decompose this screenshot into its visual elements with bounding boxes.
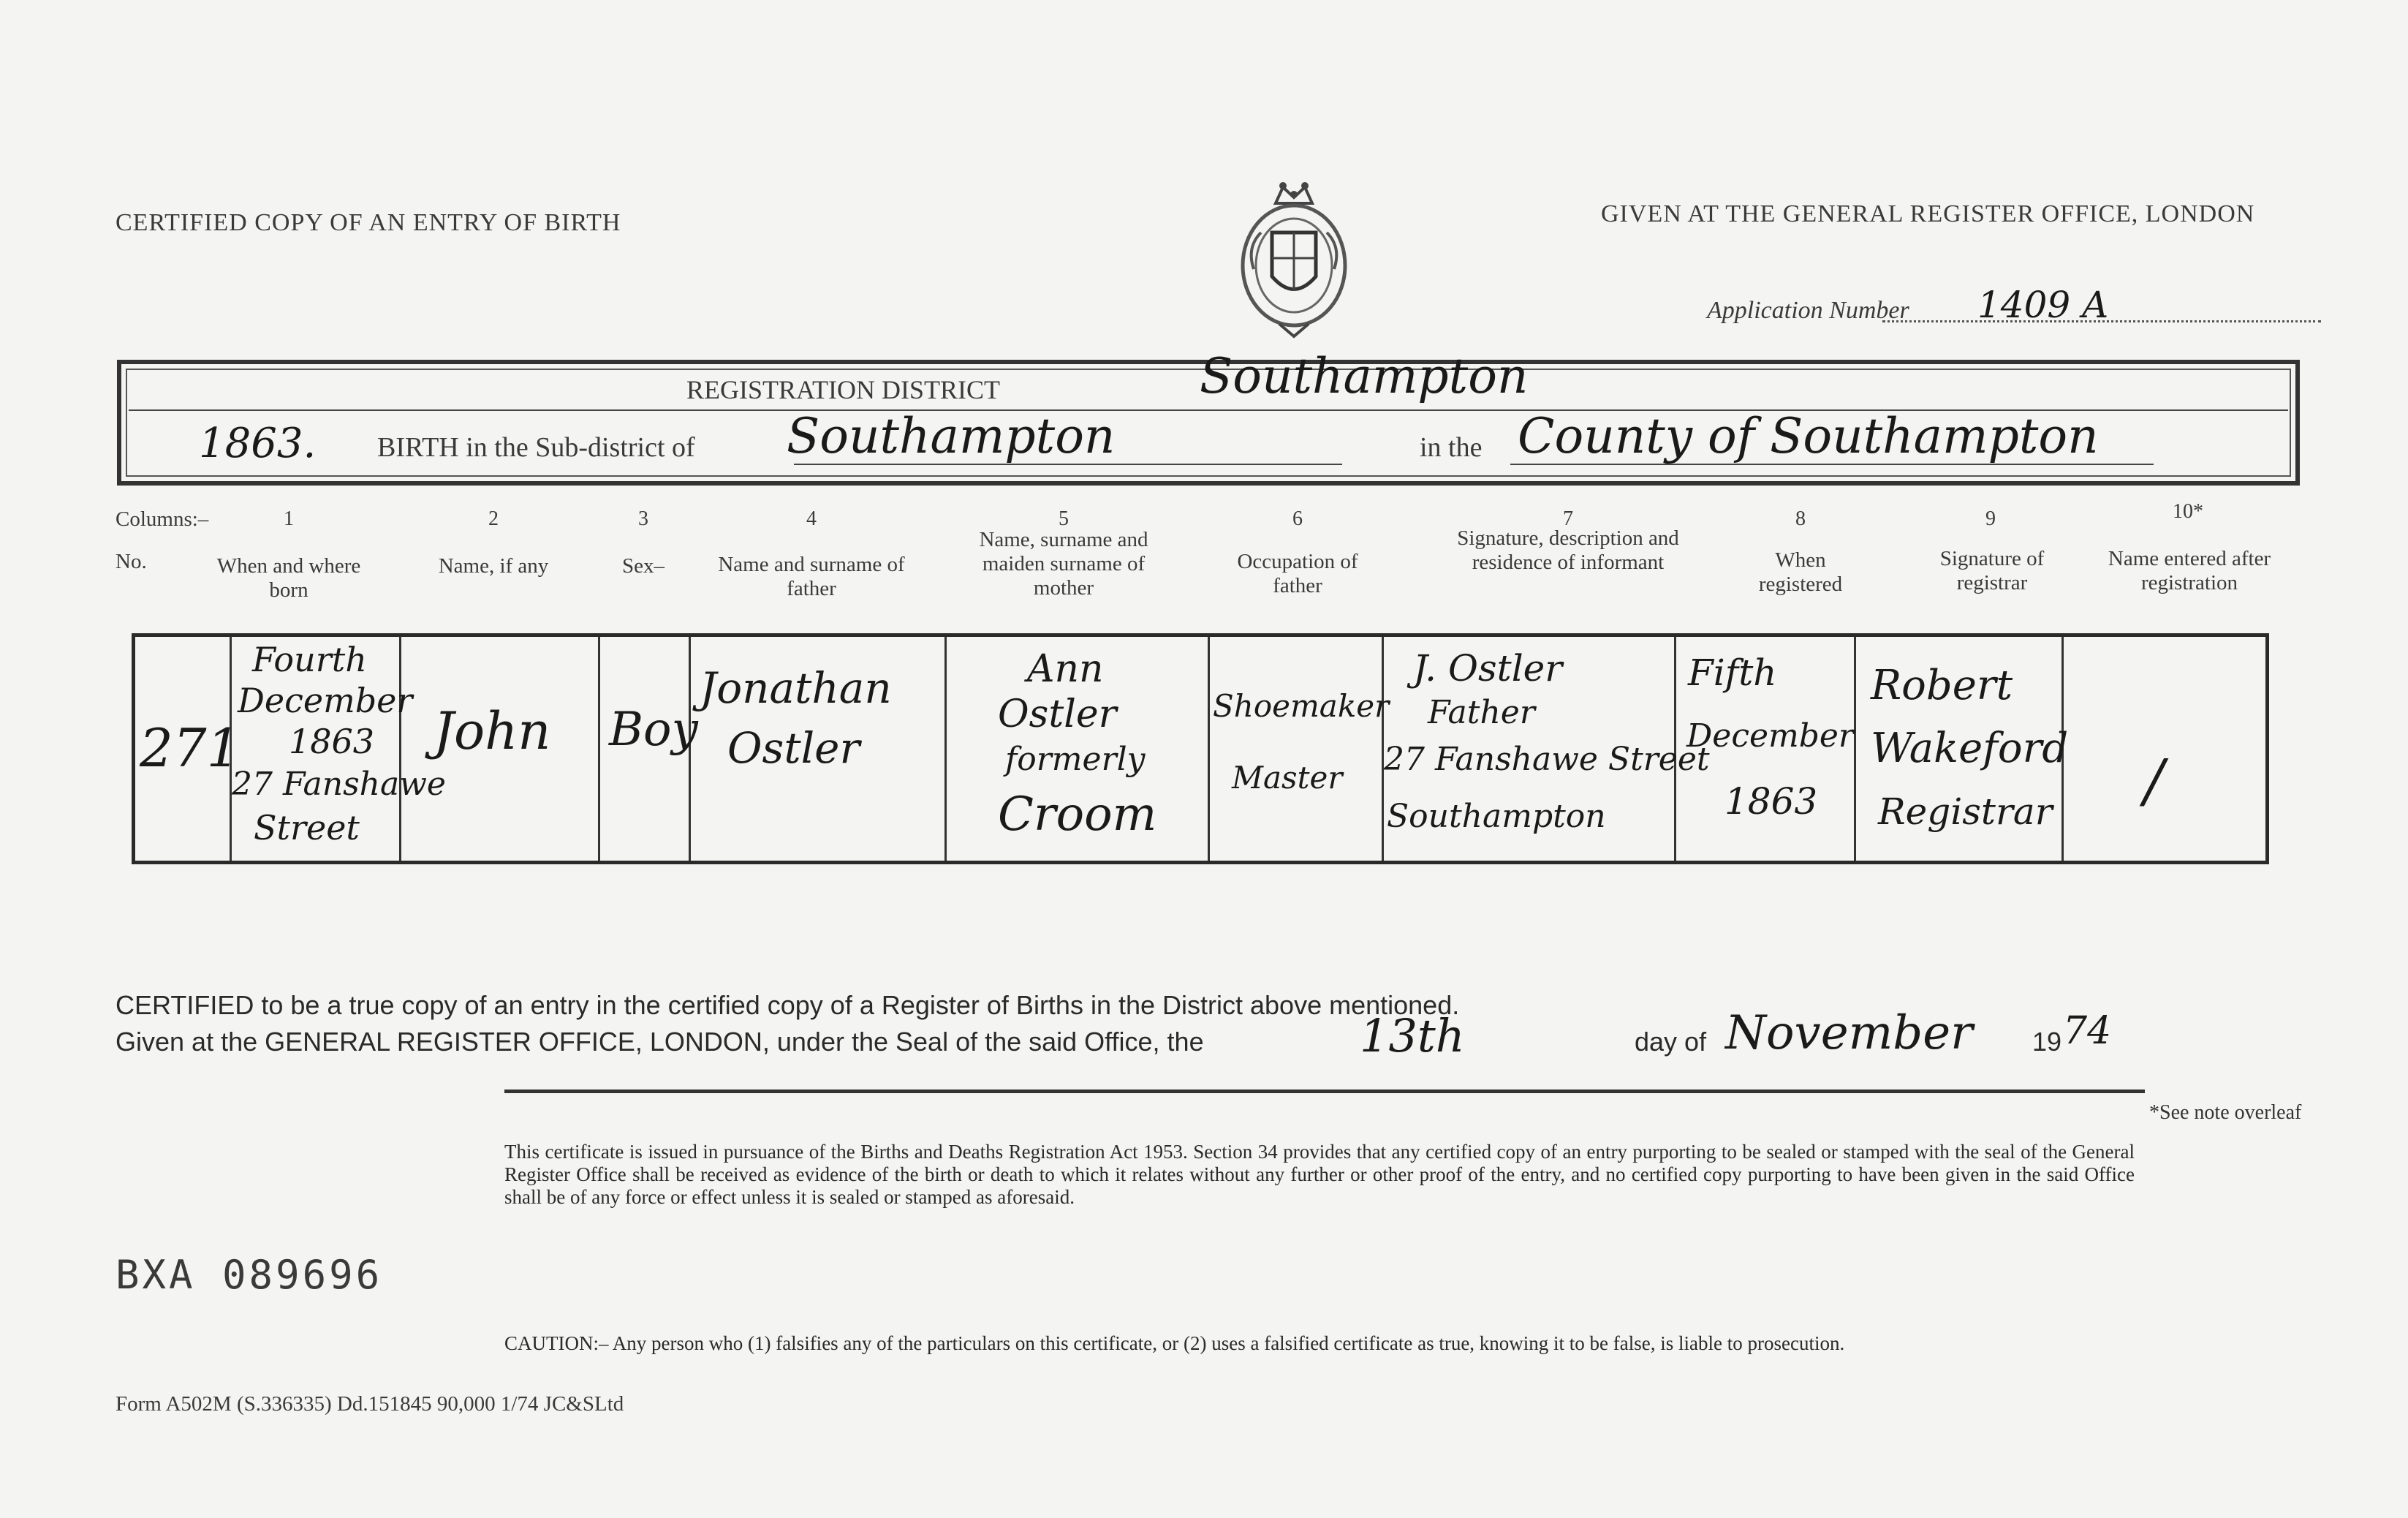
column-number-3: 3 [638,507,648,530]
column-heading-informant: Signature, description and residence of informant [1457,526,1679,574]
column-heading-name-after-registration: Name entered after registration [2108,547,2271,594]
column-heading-signature-registrar: Signature of registrar [1939,547,2045,594]
certificate-title: CERTIFIED COPY OF AN ENTRY OF BIRTH [116,209,621,236]
father-cell [691,637,947,861]
registered-year: 1863 [1724,780,1818,823]
occupation-trade: Shoemaker [1213,688,1390,724]
certification-year-suffix: 74 [2063,1009,2112,1053]
in-the-label: in the [1420,432,1483,463]
column-number-6: 6 [1292,507,1303,530]
name-after-registration-mark: / [2144,747,2164,815]
birth-day: Fourth [252,640,367,679]
birth-subdistrict-label: BIRTH in the Sub-district of [377,432,695,463]
mother-cell [947,637,1210,861]
registration-district-value: Southampton [1200,348,1529,404]
day-of-label: day of [1635,1027,1707,1057]
birth-entry-row [132,633,2269,864]
legal-statement: This certificate is issued in pursuance of the Births and Deaths Registration Act 1953. Section 34 provides that any certified copy of an entry purporting to be sealed or stamped with the seal of the General Register Office shall be received as evidence of the birth or death to which it relates without any further or other proof of the entry, and no certified copy purporting to have been given in the said Office shall be of any force or effect unless it is sealed or stamped as aforesaid. [504,1141,2135,1208]
certification-month: November [1725,1006,1973,1060]
birth-year: 1863. [199,420,317,467]
no-label: No. [116,550,147,573]
father-first-name: Jonathan [700,663,892,713]
birth-address: 27 Fanshawe [232,766,446,803]
registration-district-box [117,348,2300,486]
child-name: John [433,701,551,761]
column-number-5: 5 [1059,507,1069,530]
county-value: County of Southampton [1518,408,2099,464]
certification-line-2: Given at the GENERAL REGISTER OFFICE, LONDON, under the Seal of the said Office, the [116,1027,1204,1057]
registrar-surname: Wakeford [1871,725,2069,772]
mother-surname: Ostler [998,692,1117,736]
registrar-first-name: Robert [1871,662,2013,709]
when-registered-cell [1676,637,1856,861]
father-surname: Ostler [727,723,860,773]
occupation-cell [1210,637,1390,861]
certification-line-1: CERTIFIED to be a true copy of an entry in the certified copy of a Register of Births in the District above mentioned. [116,990,1460,1020]
subdistrict-value: Southampton [787,408,1116,464]
mother-maiden-name: Croom [998,788,1157,842]
column-number-1: 1 [284,507,294,530]
registration-district-label: REGISTRATION DISTRICT [686,375,1000,404]
birth-year-entry: 1863 [289,722,375,761]
column-number-9: 9 [1985,507,1996,530]
entry-number-cell [135,637,241,861]
columns-label: Columns:– [116,507,209,531]
column-number-7: 7 [1563,507,1573,530]
certification-divider [504,1090,2145,1093]
mother-formerly: formerly [1005,741,1146,778]
informant-town: Southampton [1387,798,1606,835]
column-number-10: 10* [2173,500,2203,523]
office-title: GIVEN AT THE GENERAL REGISTER OFFICE, LONDON [1601,200,2255,227]
informant-signature: J. Ostler [1413,647,1563,690]
column-number-8: 8 [1795,507,1806,530]
form-reference: Form A502M (S.336335) Dd.151845 90,000 1/74 JC&SLtd [116,1392,624,1416]
birth-month: December [238,681,413,720]
certificate-serial-number: BXA 089696 [116,1252,383,1298]
column-heading-occupation: Occupation of father [1237,550,1358,597]
column-heading-when-registered: When registered [1758,548,1843,596]
occupation-rank: Master [1232,760,1343,796]
column-heading-father: Name and surname of father [718,553,905,600]
sex-cell [600,637,698,861]
registered-day: Fifth [1688,652,1777,694]
application-number-value: 1409 A [1977,284,2109,326]
registered-month: December [1686,717,1854,755]
mother-first-name: Ann [1027,647,1104,691]
see-note-overleaf: *See note overleaf [2149,1101,2302,1124]
informant-residence: 27 Fanshawe Street [1384,741,1710,778]
application-number-row [1707,284,2321,336]
informant-description: Father [1428,694,1535,731]
certification-year-prefix: 19 [2032,1027,2062,1057]
registrar-cell [1856,637,2069,861]
name-after-registration-cell [2064,637,2265,861]
when-where-born-cell [232,637,446,861]
caution-statement: CAUTION:– Any person who (1) falsifies any of the particulars on this certificate, or (2) uses a falsified certificate as true, knowing it to be false, is liable to prosecution. [504,1332,1845,1354]
column-number-2: 2 [488,507,499,530]
column-heading-name: Name, if any [438,554,549,578]
entry-number: 271 [140,717,241,779]
application-number-label: Application Number [1707,297,1909,324]
royal-coat-of-arms-seal [1224,174,1363,339]
column-number-4: 4 [806,507,817,530]
column-heading-when-where-born: When and where born [216,554,361,602]
column-heading-mother: Name, surname and maiden surname of mother [979,528,1148,600]
child-sex: Boy [609,703,698,757]
birth-street: Street [254,808,360,847]
column-heading-sex: Sex– [622,554,665,578]
informant-cell [1384,637,1710,861]
certification-day: 13th [1360,1009,1465,1062]
registrar-title: Registrar [1878,790,2053,833]
name-cell [401,637,600,861]
